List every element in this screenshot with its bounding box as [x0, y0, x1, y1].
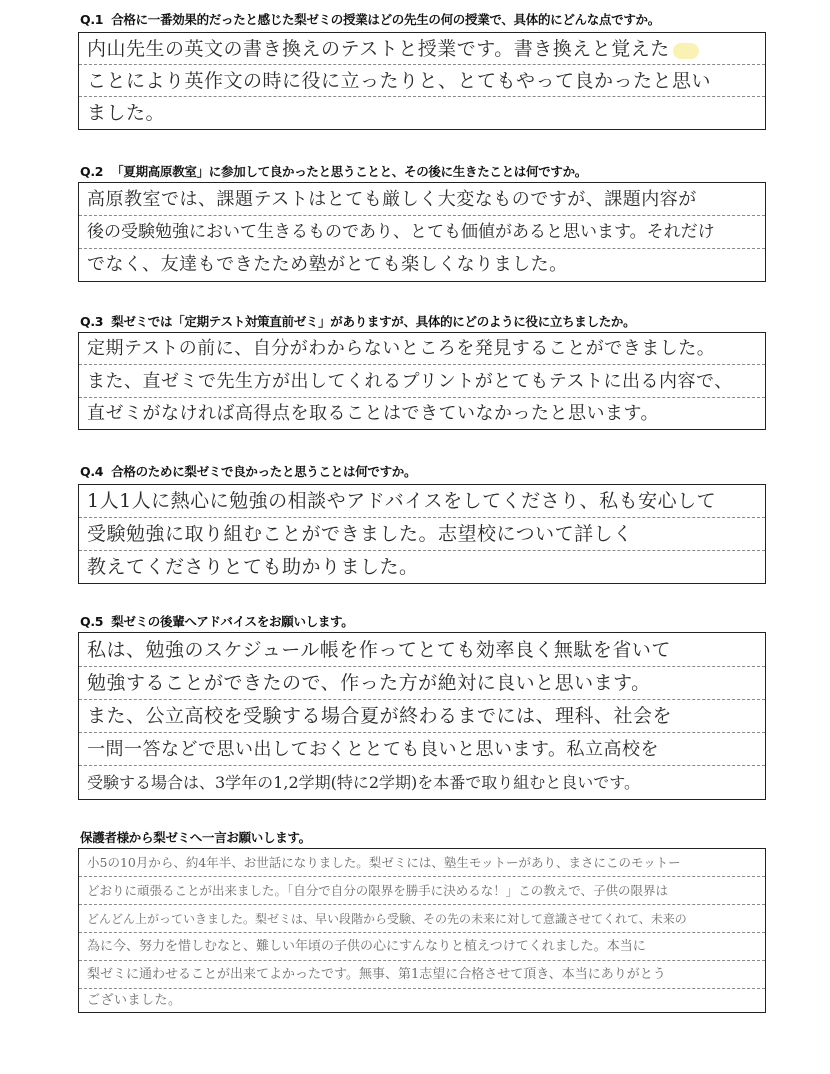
answer-box-4	[78, 484, 766, 584]
question-1-heading	[80, 10, 660, 28]
question-3-number: Q.3	[80, 314, 104, 329]
parent-line-1: 小5の10月から、約4年半、お世話になりました。梨ゼミには、塾生モットーがあり、まさにこのモットー	[79, 849, 765, 877]
answer-box-5	[78, 632, 766, 800]
question-4-heading	[80, 462, 416, 480]
parent-line-2: どおりに頑張ることが出来ました。「自分で自分の限界を勝手に決めるな！」この教えで、子供の限界は	[79, 877, 765, 905]
parent-line-4: 為に今、努力を惜しむなと、難しい年頃の子供の心にすんなりと植えつけてくれました。本当に	[79, 933, 765, 961]
answer-5-line-2: 勉強することができたので、作った方が絶対に良いと思います。	[79, 667, 765, 700]
question-5-number: Q.5	[80, 614, 104, 629]
answer-4-line-1: 1人1人に熱心に勉強の相談やアドバイスをしてくださり、私も安心して	[79, 485, 765, 518]
answer-1-line-3: ました。	[87, 102, 166, 124]
answer-2-line-1: 高原教室では、課題テストはとても厳しく大変なものですが、課題内容が	[79, 183, 765, 216]
question-3-text: 梨ゼミでは「定期テスト対策直前ゼミ」がありますが、具体的にどのように役に立ちましたか。	[111, 314, 636, 329]
question-3-heading	[80, 312, 635, 330]
answer-5-line-1: 私は、勉強のスケジュール帳を作ってとても効率良く無駄を省いて	[79, 633, 765, 667]
question-2-number: Q.2	[80, 164, 104, 179]
answer-1-line-2: ことにより英作文の時に役に立ったりと、とてもやって良かったと思い	[79, 65, 765, 97]
answer-3-line-3: 直ゼミがなければ高得点を取ることはできていなかったと思います。	[87, 403, 660, 424]
parent-line-6: ございました。	[87, 993, 182, 1008]
answer-3-line-1: 定期テストの前に、自分がわからないところを発見することができました。	[79, 333, 765, 365]
parent-line-5: 梨ゼミに通わせることが出来てよかったです。無事、第1志望に合格させて頂き、本当にありがとう	[79, 961, 765, 989]
answer-4-line-3: 教えてくださりとても助かりました。	[87, 556, 419, 578]
parent-comment-heading	[80, 828, 311, 846]
question-2-heading	[80, 162, 587, 180]
question-1-number: Q.1	[80, 12, 104, 27]
answer-1-line-1: 内山先生の英文の書き換えのテストと授業です。書き換えと覚えた	[79, 33, 765, 65]
question-2-text: 「夏期高原教室」に参加して良かったと思うことと、その後に生きたことは何ですか。	[111, 164, 587, 179]
answer-2-line-2: 後の受験勉強において生きるものであり、とても価値があると思います。それだけ	[79, 216, 765, 249]
question-1-text: 合格に一番効果的だったと感じた梨ゼミの授業はどの先生の何の授業で、具体的にどんな点ですか。	[111, 12, 660, 27]
question-5-text: 梨ゼミの後輩へアドバイスをお願いします。	[111, 614, 354, 629]
answer-3-line-2: また、直ゼミで先生方が出してくれるプリントがとてもテストに出る内容で、	[79, 365, 765, 398]
answer-box-3	[78, 332, 766, 430]
answer-box-1	[78, 32, 766, 130]
parent-line-3: どんどん上がっていきました。梨ゼミは、早い段階から受験、その先の未来に対して意識させてくれて、未来の	[79, 905, 765, 933]
parent-comment-box	[78, 848, 766, 1013]
answer-2-line-3: でなく、友達もできたため塾がとても楽しくなりました。	[87, 254, 568, 275]
question-5-heading	[80, 612, 353, 630]
answer-5-line-3: また、公立高校を受験する場合夏が終わるまでには、理科、社会を	[79, 700, 765, 733]
answer-4-line-2: 受験勉強に取り組むことができました。志望校について詳しく	[79, 518, 765, 551]
answer-box-2	[78, 182, 766, 282]
question-4-number: Q.4	[80, 464, 104, 479]
answer-5-line-4: 一問一答などで思い出しておくととても良いと思います。私立高校を	[79, 733, 765, 766]
answer-5-line-5: 受験する場合は、3学年の1,2学期(特に2学期)を本番で取り組むと良いです。	[87, 773, 641, 792]
parent-comment-text: 保護者様から梨ゼミへ一言お願いします。	[80, 830, 311, 845]
question-4-text: 合格のために梨ゼミで良かったと思うことは何ですか。	[111, 464, 417, 479]
